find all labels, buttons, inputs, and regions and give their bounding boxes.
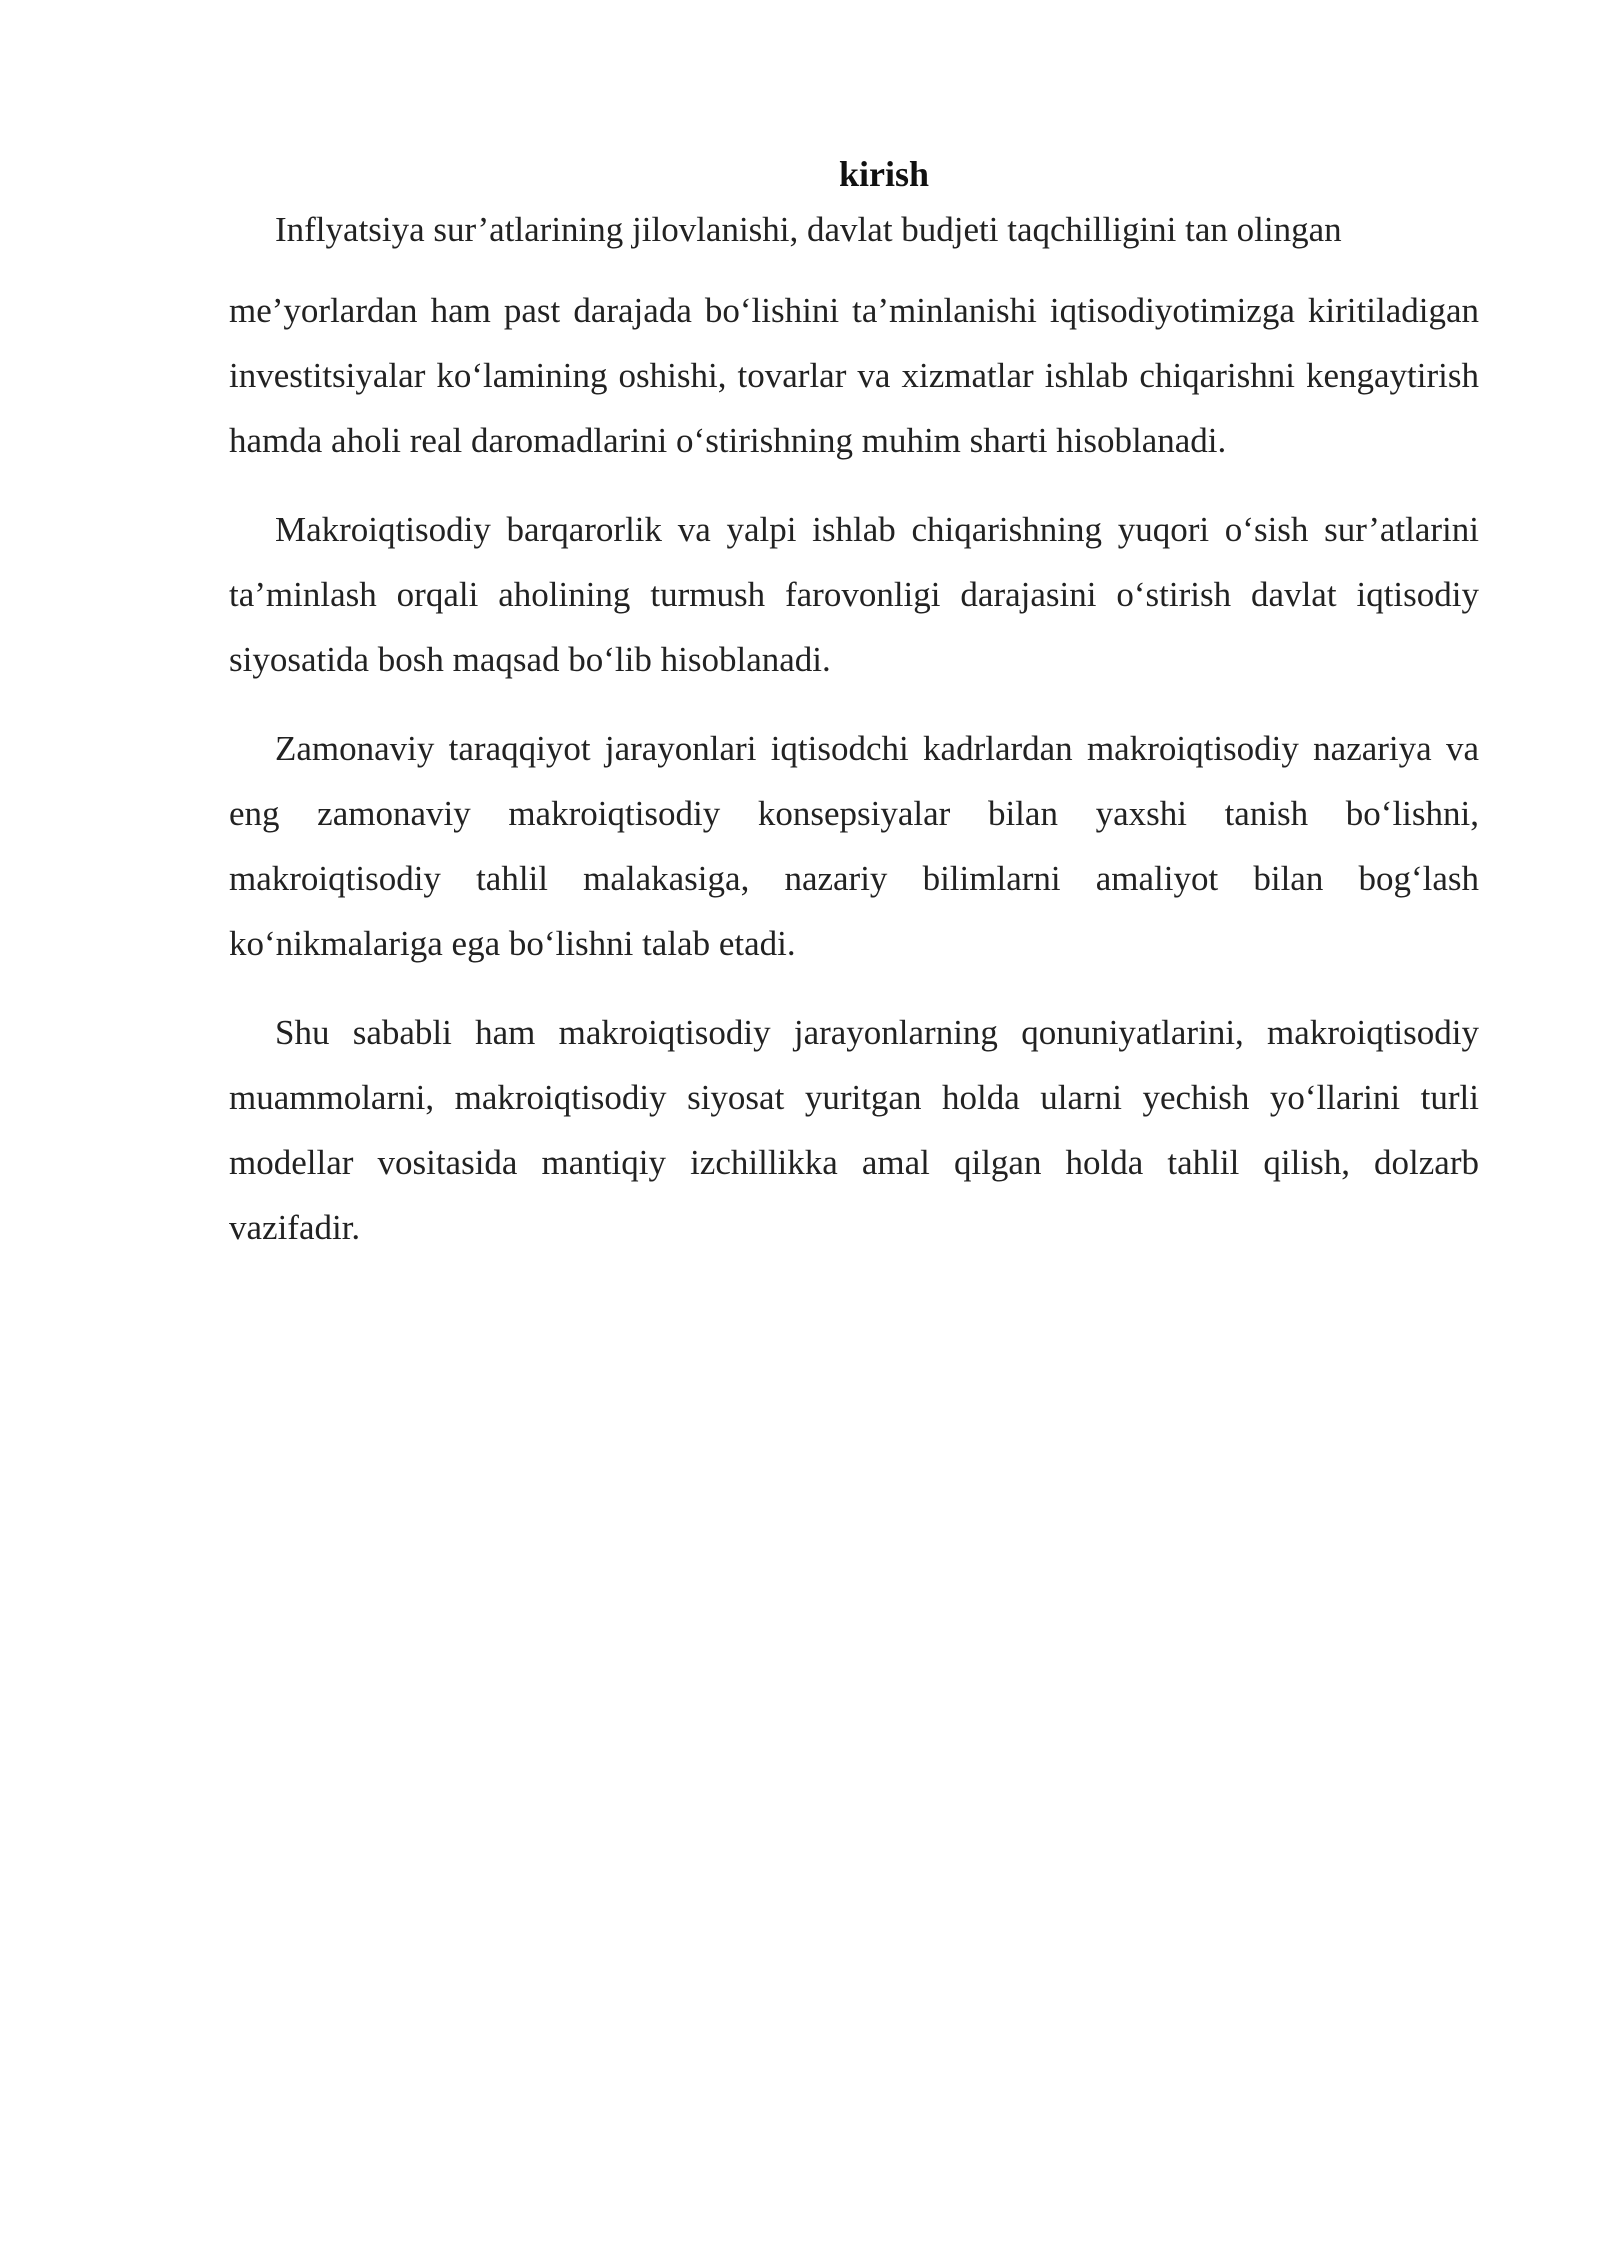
paragraph-2: Makroiqtisodiy barqarorlik va yalpi ishlab chiqarishning yuqori o‘sish sur’atlarini ta’minlash orqali aholining turmush farovonligi darajasini o‘stirish davlat iqtisodiy siyosatida bosh maqsad bo‘lib hisoblanadi. bbox=[229, 510, 1479, 679]
document-body bbox=[229, 148, 1479, 1284]
paragraph-1-continuation: me’yorlardan ham past darajada bo‘lishini ta’minlanishi iqtisodiyotimizga kiritiladigan investitsiyalar ko‘lamining oshishi, tovarlar va xizmatlar ishlab chiqarishni kengaytirish hamda aholi real daromadlarini o‘stirishning muhim sharti hisoblanadi. bbox=[229, 291, 1479, 460]
paragraph-1-first-line: Inflyatsiya sur’atlarining jilovlanishi, davlat budjeti taqchilligini tan olingan bbox=[275, 210, 1342, 249]
paragraph-3: Zamonaviy taraqqiyot jarayonlari iqtisodchi kadrlardan makroiqtisodiy nazariya va eng zamonaviy makroiqtisodiy konsepsiyalar bilan yaxshi tanish bo‘lishni, makroiqtisodiy tahlil malakasiga, nazariy bilimlarni amaliyot bilan bog‘lash ko‘nikmalariga ega bo‘lishni talab etadi. bbox=[229, 729, 1479, 963]
paragraph-4: Shu sababli ham makroiqtisodiy jarayonlarning qonuniyatlarini, makroiqtisodiy muammolarni, makroiqtisodiy siyosat yuritgan holda ularni yechish yo‘llarini turli modellar vositasida mantiqiy izchillikka amal qilgan holda tahlil qilish, dolzarb vazifadir. bbox=[229, 1013, 1479, 1247]
document-title: kirish bbox=[838, 154, 930, 194]
